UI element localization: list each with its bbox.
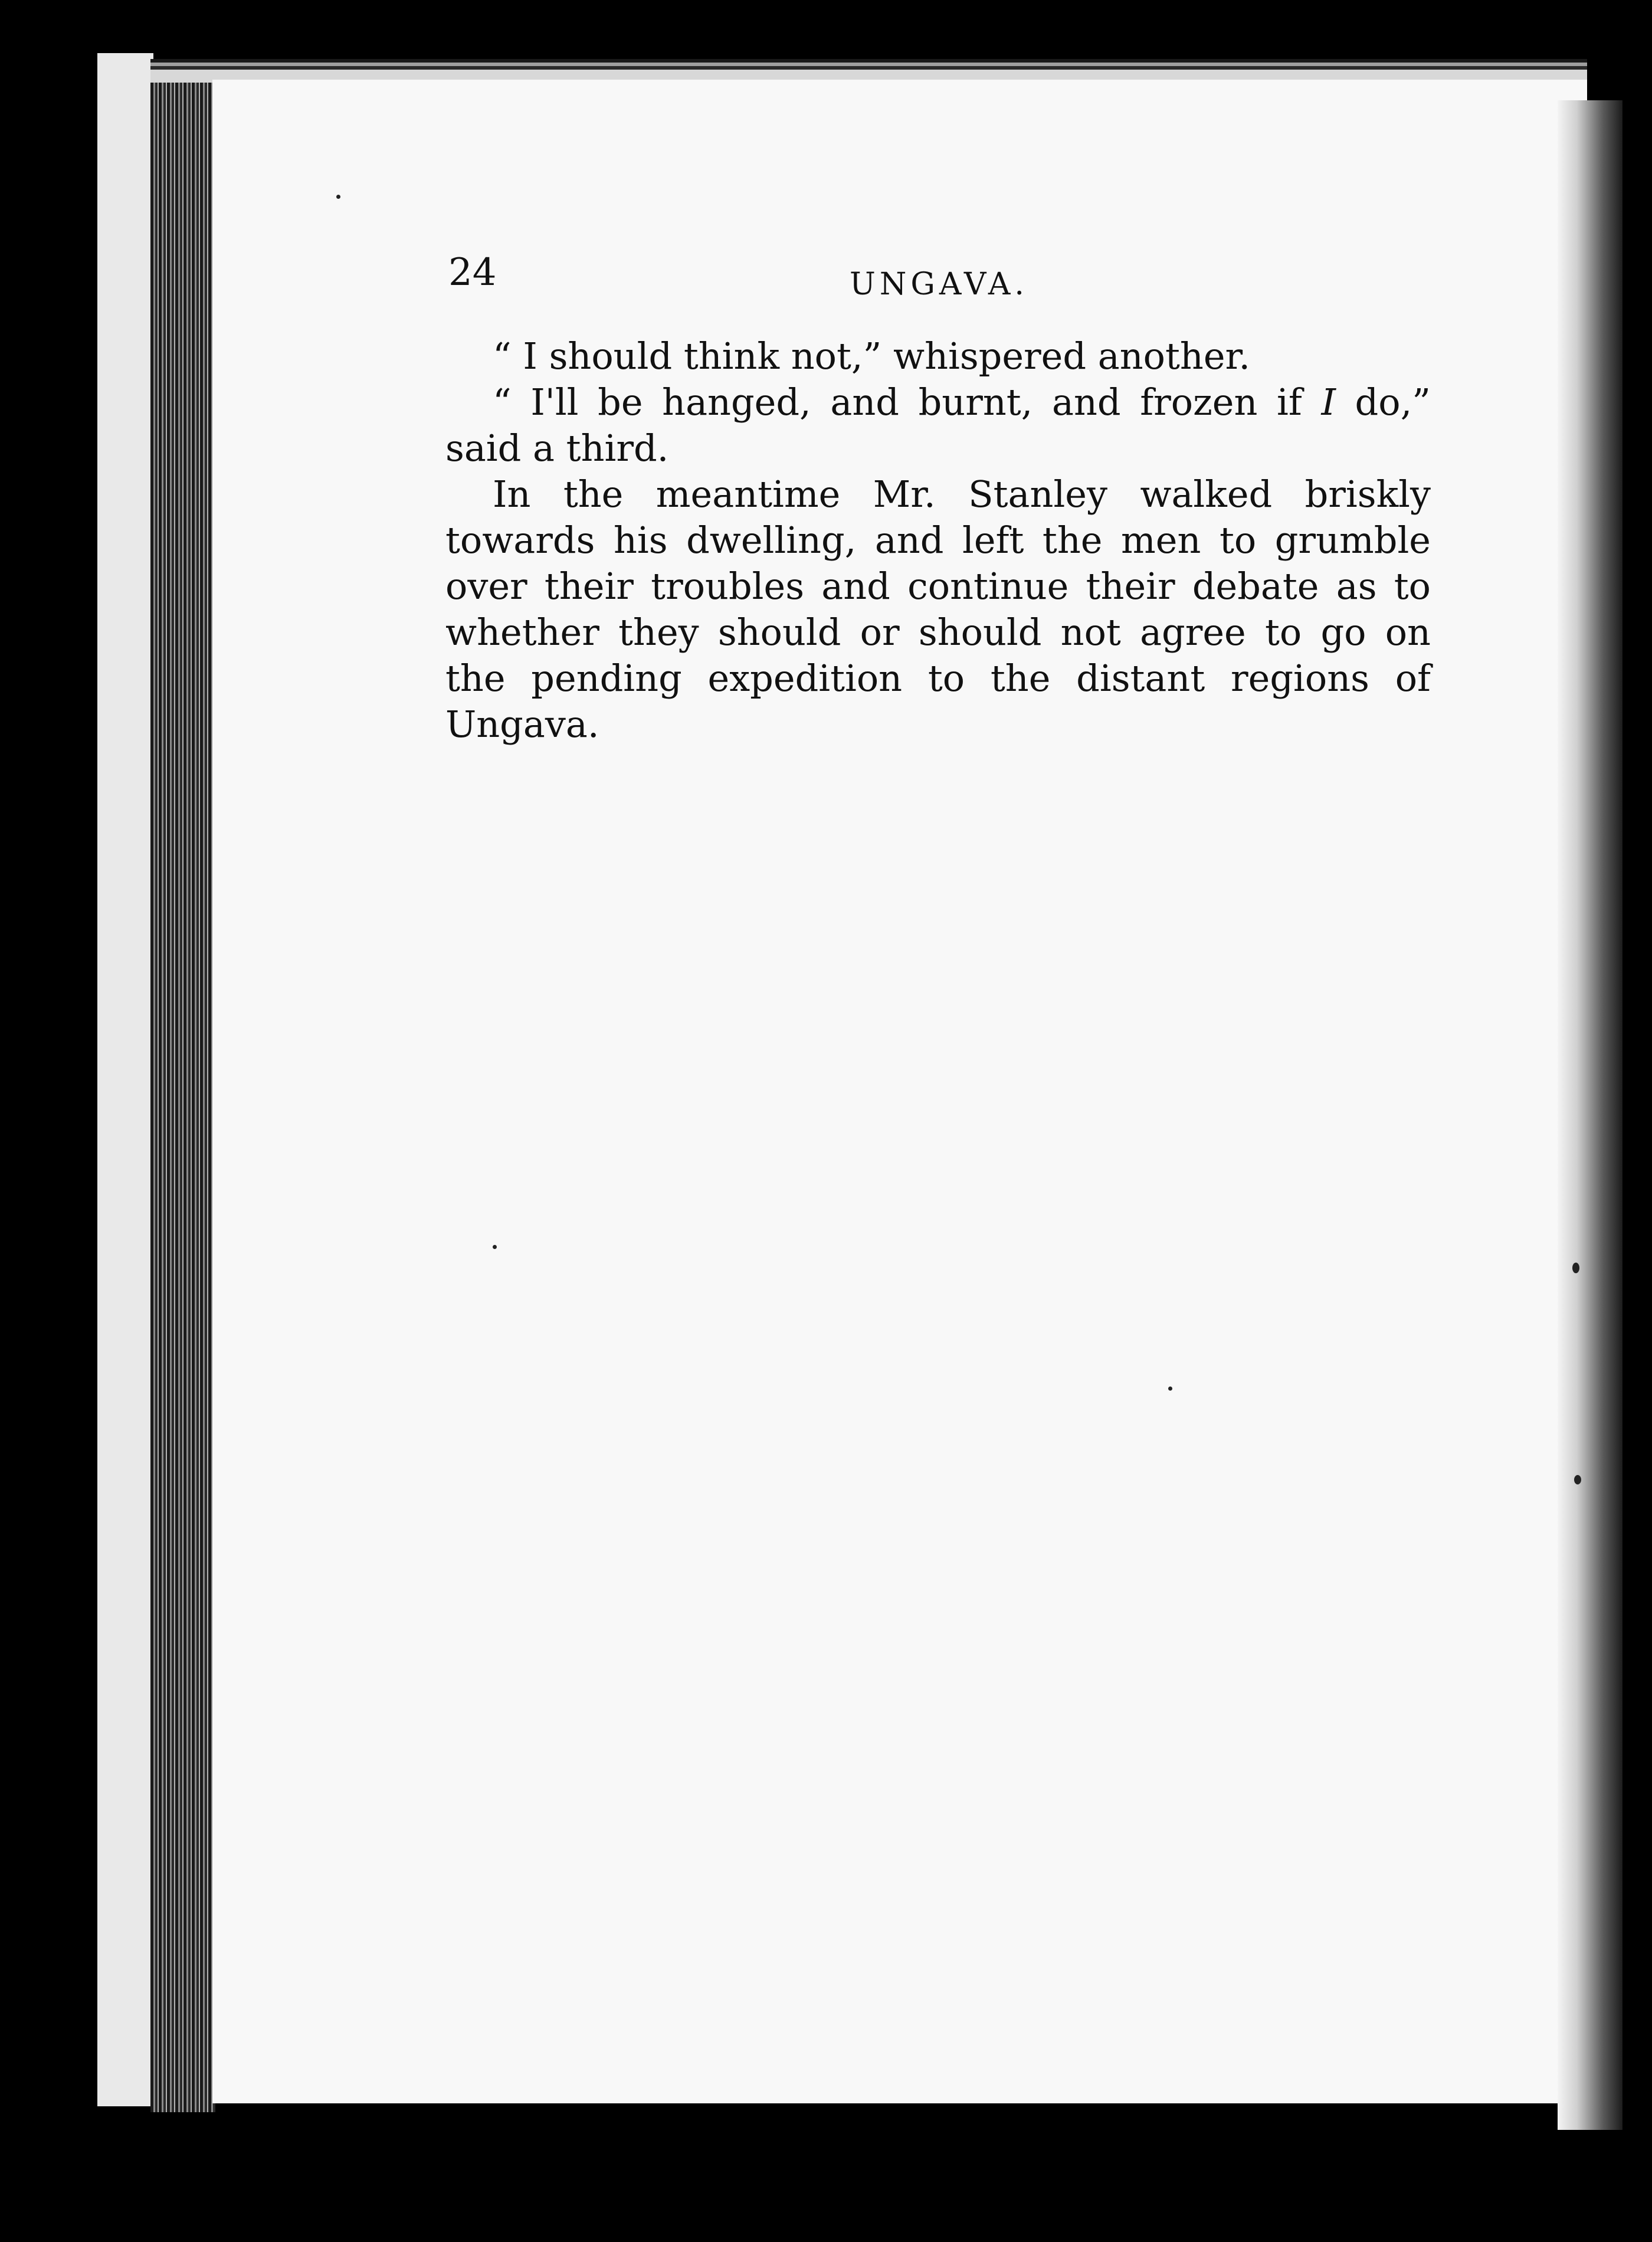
- scan-speck: [493, 1245, 497, 1249]
- paragraph-2-start: “ I'll be hanged, and burnt, and frozen if: [493, 381, 1322, 424]
- scan-speck: [336, 195, 340, 199]
- paragraph-2: [445, 379, 1431, 471]
- body-text: [445, 333, 1431, 748]
- paragraph-3: In the meantime Mr. Stanley walked briskly towards his dwelling, and left the men to grumble over their troubles and continue their debate as to whether they should or should not agree to go on the pending expedition to the distant regions of Ungava.: [445, 473, 1431, 746]
- paragraph-2-italic: I: [1321, 381, 1336, 424]
- paragraph-1: “ I should think not,” whispered another.: [493, 335, 1251, 378]
- page-top-edge: [150, 59, 1587, 83]
- spine-shadow: [1558, 100, 1622, 2130]
- scan-speck: [1168, 1386, 1172, 1391]
- paragraph-2-end: do,” said a third.: [445, 381, 1431, 470]
- page-edge-stack: [150, 59, 215, 2112]
- scan-speck: [1572, 1263, 1579, 1273]
- running-head: UNGAVA.: [850, 267, 1028, 302]
- scan-speck: [1574, 1475, 1581, 1484]
- left-page-margin: [97, 53, 153, 2106]
- page-number: 24: [448, 251, 497, 294]
